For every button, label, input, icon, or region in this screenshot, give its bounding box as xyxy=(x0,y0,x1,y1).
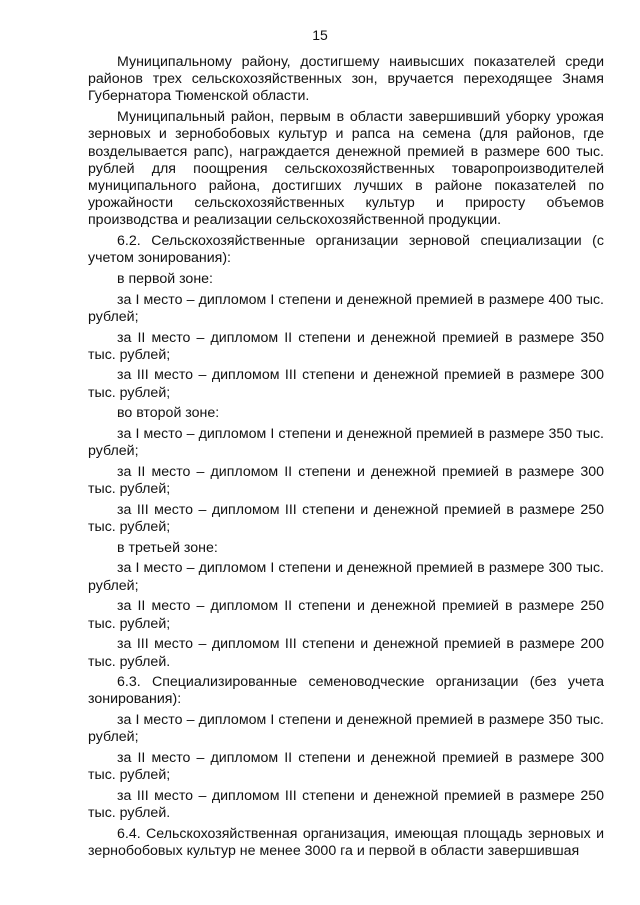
zone-label: во второй зоне: xyxy=(117,405,220,422)
award-item: за III место – дипломом III степени и денежной премией в размере 300 тыс. рублей; xyxy=(88,367,604,401)
award-item: за I место – дипломом I степени и денежной премией в размере 400 тыс. рублей; xyxy=(88,291,604,325)
award-item: за II место – дипломом II степени и денежной премией в размере 300 тыс. рублей; xyxy=(88,750,604,784)
section-heading-6-4: 6.4. Сельскохозяйственная организация, имеющая площадь зерновых и зернобобовых культур не менее 3000 га и первой в области завершившая xyxy=(88,825,604,860)
document-body xyxy=(88,54,604,860)
award-item: за III место – дипломом III степени и денежной премией в размере 250 тыс. рублей. xyxy=(88,787,604,822)
award-item: за I место – дипломом I степени и денежной премией в размере 350 тыс. рублей; xyxy=(88,426,604,460)
paragraph: Муниципальному району, достигшему наивысших показателей среди районов трех сельскохозяйственных зон, вручается переходящее Знамя Губернатора Тюменской области. xyxy=(88,54,604,105)
zone-label: в третьей зоне: xyxy=(117,539,218,556)
award-item: за II место – дипломом II степени и денежной премией в размере 250 тыс. рублей; xyxy=(88,598,604,632)
page-number: 15 xyxy=(312,27,328,43)
award-item: за II место – дипломом II степени и денежной премией в размере 300 тыс. рублей; xyxy=(88,463,604,498)
paragraph: Муниципальный район, первым в области завершивший уборку урожая зерновых и зернобобовых культур и рапса на семена (для районов, где возделывается рапс), награждается денежной премией в размере 600 тыс. рублей для поощрения сельскохозяйственных товаропроизводителей муниципального района, достигших лучших в районе показателей по урожайности сельскохозяйственных культур и приросту объемов производства и реализации сельскохозяйственной продукции. xyxy=(88,109,604,229)
section-heading-6-2: 6.2. Сельскохозяйственные организации зерновой специализации (с учетом зонирования): xyxy=(88,233,604,267)
section-heading-6-3: 6.3. Специализированные семеноводческие организации (без учета зонирования): xyxy=(88,674,604,708)
award-item: за I место – дипломом I степени и денежной премией в размере 300 тыс. рублей; xyxy=(88,560,604,594)
award-item: за II место – дипломом II степени и денежной премией в размере 350 тыс. рублей; xyxy=(88,329,604,363)
award-item: за III место – дипломом III степени и денежной премией в размере 200 тыс. рублей. xyxy=(88,636,604,670)
award-item: за III место – дипломом III степени и денежной премией в размере 250 тыс. рублей; xyxy=(88,501,604,536)
zone-label: в первой зоне: xyxy=(117,270,213,287)
award-item: за I место – дипломом I степени и денежной премией в размере 350 тыс. рублей; xyxy=(88,712,604,746)
